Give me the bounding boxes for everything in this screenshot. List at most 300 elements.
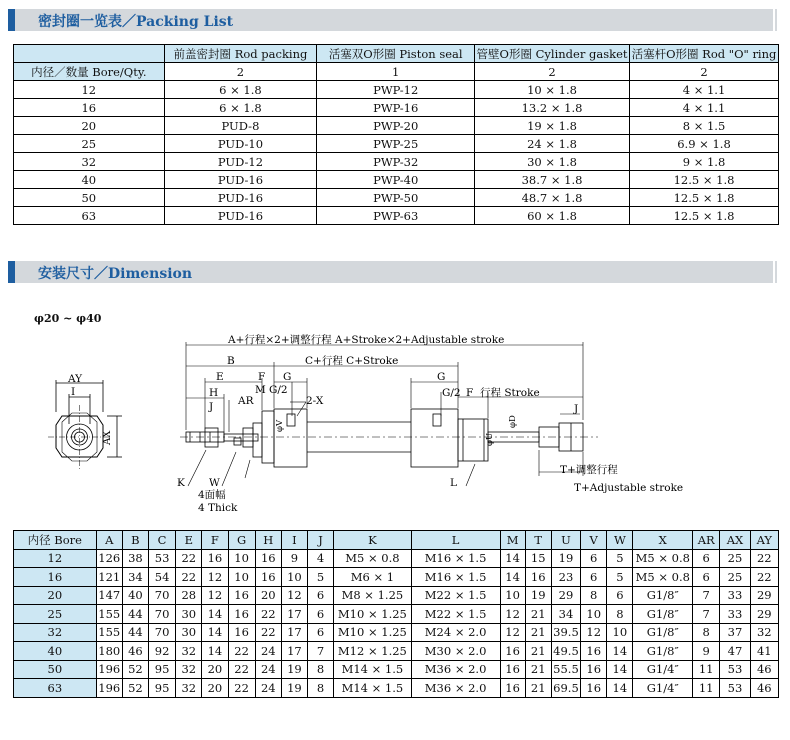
- label-i: I: [71, 386, 76, 398]
- table-cell: 21: [525, 605, 551, 624]
- label-w: W: [209, 477, 220, 489]
- table-cell: 10: [281, 568, 307, 587]
- label-e: E: [216, 371, 224, 383]
- table-cell: 30: [176, 605, 202, 624]
- table-cell: V: [581, 531, 607, 550]
- table-cell: 16: [14, 99, 165, 117]
- table-cell: AR: [693, 531, 720, 550]
- table-cell: 7: [693, 605, 720, 624]
- label-f-right: F: [466, 387, 474, 399]
- table-cell: 41: [750, 642, 778, 661]
- table-cell: 5: [607, 549, 633, 568]
- table-cell: 10: [581, 605, 607, 624]
- table-cell: G1/4″: [633, 660, 693, 679]
- table-cell: PWP-25: [317, 135, 475, 153]
- table-cell: 37: [720, 623, 750, 642]
- table-row: [14, 642, 779, 661]
- table-cell: 14: [202, 623, 228, 642]
- table-cell: 48.7 × 1.8: [475, 189, 630, 207]
- table-cell: 16: [255, 549, 281, 568]
- packing-title-en: ／Packing List: [122, 14, 234, 30]
- label-d: φD: [508, 415, 518, 428]
- label-g2: G/2: [269, 384, 288, 396]
- table-cell: 12: [281, 586, 307, 605]
- table-cell: M5 × 0.8: [633, 549, 693, 568]
- table-cell: G1/8″: [633, 586, 693, 605]
- table-cell: 12: [500, 623, 525, 642]
- dimension-table: [13, 530, 779, 698]
- table-row: [14, 99, 779, 117]
- table-cell: 16: [500, 642, 525, 661]
- table-cell: G: [228, 531, 255, 550]
- table-cell: 126: [96, 549, 122, 568]
- table-cell: PUD-12: [164, 153, 317, 171]
- table-cell: 11: [693, 679, 720, 698]
- table-cell: 16: [228, 586, 255, 605]
- table-cell: 7: [693, 586, 720, 605]
- table-cell: 12.5 × 1.8: [630, 207, 779, 225]
- table-cell: 10 × 1.8: [475, 81, 630, 99]
- table-cell: 8: [607, 605, 633, 624]
- table-cell: 29: [750, 586, 778, 605]
- table-cell: G1/4″: [633, 679, 693, 698]
- table-cell: 22: [176, 549, 202, 568]
- label-j: J: [209, 401, 214, 413]
- table-cell: PWP-32: [317, 153, 475, 171]
- label-ay: AY: [68, 373, 83, 385]
- table-cell: 50: [14, 660, 97, 679]
- label-g-right: G: [437, 371, 446, 383]
- table-row: [14, 207, 779, 225]
- dimension-title-en: ／Dimension: [94, 266, 193, 282]
- table-cell: 8: [308, 660, 334, 679]
- table-cell: 40: [14, 171, 165, 189]
- table-cell: 44: [122, 605, 148, 624]
- label-ar: AR: [238, 395, 254, 407]
- table-cell: M30 × 2.0: [411, 642, 500, 661]
- label-2x: 2-X: [306, 395, 324, 407]
- table-row: [14, 117, 779, 135]
- table-cell: 30: [176, 623, 202, 642]
- table-cell: 10: [228, 568, 255, 587]
- table-cell: M24 × 2.0: [411, 623, 500, 642]
- table-cell: L: [411, 531, 500, 550]
- table-row: [14, 568, 779, 587]
- table-cell: 6: [308, 605, 334, 624]
- table-cell: 14: [202, 642, 228, 661]
- table-cell: 22: [255, 605, 281, 624]
- table-cell: 24 × 1.8: [475, 135, 630, 153]
- table-cell: 32: [176, 660, 202, 679]
- table-cell: 25: [720, 549, 750, 568]
- label-thick-en: 4 Thick: [198, 502, 238, 514]
- table-cell: 32: [176, 679, 202, 698]
- label-m: M: [255, 384, 266, 396]
- table-cell: 5: [308, 568, 334, 587]
- table-cell: PWP-20: [317, 117, 475, 135]
- table-cell: PWP-40: [317, 171, 475, 189]
- label-h: H: [209, 387, 219, 399]
- table-cell: 46: [122, 642, 148, 661]
- table-cell: 22: [228, 642, 255, 661]
- side-view: [180, 409, 598, 467]
- table-cell: 8: [581, 586, 607, 605]
- table-cell: 147: [96, 586, 122, 605]
- table-cell: G1/8″: [633, 623, 693, 642]
- table-cell: 10: [500, 586, 525, 605]
- table-cell: 16: [581, 660, 607, 679]
- table-cell: 12: [202, 586, 228, 605]
- table-cell: 8: [308, 679, 334, 698]
- table-row: [14, 660, 779, 679]
- table-cell: 19: [525, 586, 551, 605]
- table-row: [14, 189, 779, 207]
- table-cell: 活塞杆O形圈 Rod "O" ring: [630, 45, 779, 63]
- table-cell: 12: [14, 549, 97, 568]
- table-cell: 4 × 1.1: [630, 81, 779, 99]
- label-u: φU: [485, 432, 495, 446]
- table-cell: 25: [14, 135, 165, 153]
- table-cell: 32: [14, 153, 165, 171]
- table-cell: M10 × 1.25: [334, 623, 411, 642]
- table-cell: 6: [308, 623, 334, 642]
- table-cell: 9 × 1.8: [630, 153, 779, 171]
- table-cell: 63: [14, 207, 165, 225]
- table-cell: PWP-63: [317, 207, 475, 225]
- table-cell: 活塞双O形圈 Piston seal: [317, 45, 475, 63]
- table-cell: 2: [475, 63, 630, 81]
- table-cell: 22: [228, 660, 255, 679]
- table-row: [14, 605, 779, 624]
- label-j-right: J: [574, 403, 579, 415]
- bore-range-label: φ20 ~ φ40: [34, 312, 102, 325]
- table-cell: 28: [176, 586, 202, 605]
- packing-qty-row: [14, 63, 779, 81]
- table-cell: 16: [202, 549, 228, 568]
- table-cell: 155: [96, 605, 122, 624]
- table-cell: 16: [500, 660, 525, 679]
- table-cell: M10 × 1.25: [334, 605, 411, 624]
- table-cell: 8 × 1.5: [630, 117, 779, 135]
- table-cell: I: [281, 531, 307, 550]
- dimension-section-title: [38, 263, 192, 283]
- table-cell: 16: [525, 568, 551, 587]
- table-cell: 34: [122, 568, 148, 587]
- table-cell: 30 × 1.8: [475, 153, 630, 171]
- table-cell: PUD-16: [164, 207, 317, 225]
- table-cell: 69.5: [551, 679, 580, 698]
- table-cell: 20: [202, 679, 228, 698]
- table-cell: 22: [176, 568, 202, 587]
- table-cell: 53: [720, 660, 750, 679]
- table-cell: 39.5: [551, 623, 580, 642]
- table-cell: 10: [228, 549, 255, 568]
- table-cell: 7: [308, 642, 334, 661]
- table-cell: A: [96, 531, 122, 550]
- table-cell: 6: [581, 549, 607, 568]
- table-cell: M5 × 0.8: [633, 568, 693, 587]
- table-cell: 14: [607, 642, 633, 661]
- table-cell: 16: [500, 679, 525, 698]
- section-deco: [773, 261, 775, 283]
- table-cell: 19: [281, 660, 307, 679]
- table-cell: PUD-10: [164, 135, 317, 153]
- section-deco: [777, 9, 783, 31]
- table-cell: H: [255, 531, 281, 550]
- table-cell: 60 × 1.8: [475, 207, 630, 225]
- table-cell: 38: [122, 549, 148, 568]
- table-cell: 22: [228, 679, 255, 698]
- table-cell: 9: [281, 549, 307, 568]
- table-cell: 196: [96, 660, 122, 679]
- table-cell: 16: [14, 568, 97, 587]
- table-cell: 前盖密封圈 Rod packing: [164, 45, 317, 63]
- table-cell: 70: [148, 586, 175, 605]
- table-cell: U: [551, 531, 580, 550]
- dimension-header-row: [14, 531, 779, 550]
- packing-header-row: [14, 45, 779, 63]
- table-cell: 63: [14, 679, 97, 698]
- table-cell: G1/8″: [633, 642, 693, 661]
- table-cell: 15: [525, 549, 551, 568]
- table-cell: 16: [228, 623, 255, 642]
- table-cell: 12: [500, 605, 525, 624]
- table-cell: 14: [500, 568, 525, 587]
- table-cell: 121: [96, 568, 122, 587]
- table-cell: M22 × 1.5: [411, 605, 500, 624]
- table-row: [14, 135, 779, 153]
- table-cell: 40: [14, 642, 97, 661]
- table-cell: X: [633, 531, 693, 550]
- table-cell: 52: [122, 660, 148, 679]
- label-k: K: [177, 477, 185, 489]
- table-cell: 25: [720, 568, 750, 587]
- table-cell: M14 × 1.5: [334, 679, 411, 698]
- table-cell: 23: [551, 568, 580, 587]
- label-v: φV: [275, 419, 285, 432]
- table-cell: AX: [720, 531, 750, 550]
- table-cell: 55.5: [551, 660, 580, 679]
- table-cell: 14: [607, 660, 633, 679]
- table-cell: M12 × 1.25: [334, 642, 411, 661]
- table-cell: 1: [317, 63, 475, 81]
- table-cell: C: [148, 531, 175, 550]
- label-b: B: [227, 355, 235, 367]
- table-cell: 12: [581, 623, 607, 642]
- table-cell: 24: [255, 679, 281, 698]
- table-cell: 40: [122, 586, 148, 605]
- table-cell: 70: [148, 623, 175, 642]
- label-thick-cn: 4面幅: [198, 489, 226, 501]
- label-g: G: [283, 371, 292, 383]
- table-cell: PWP-50: [317, 189, 475, 207]
- table-row: [14, 171, 779, 189]
- table-cell: 管壁O形圈 Cylinder gasket: [476, 46, 628, 61]
- table-cell: M8 × 1.25: [334, 586, 411, 605]
- table-row: [14, 586, 779, 605]
- table-cell: 6.9 × 1.8: [630, 135, 779, 153]
- table-cell: J: [308, 531, 334, 550]
- table-cell: 33: [720, 586, 750, 605]
- table-cell: 180: [96, 642, 122, 661]
- table-cell: 53: [148, 549, 175, 568]
- table-cell: M22 × 1.5: [411, 586, 500, 605]
- table-cell: 17: [281, 623, 307, 642]
- table-cell: 12.5 × 1.8: [630, 171, 779, 189]
- table-cell: 25: [14, 605, 97, 624]
- table-cell: 95: [148, 660, 175, 679]
- table-cell: 6: [693, 568, 720, 587]
- table-cell: 14: [202, 605, 228, 624]
- table-cell: 6: [607, 586, 633, 605]
- table-cell: 92: [148, 642, 175, 661]
- table-cell: 6 × 1.8: [164, 81, 317, 99]
- table-cell: G1/8″: [633, 605, 693, 624]
- table-cell: 6: [308, 586, 334, 605]
- table-cell: 6: [693, 549, 720, 568]
- table-cell: PWP-16: [317, 99, 475, 117]
- label-c: C+行程 C+Stroke: [305, 355, 399, 367]
- table-cell: 21: [525, 623, 551, 642]
- table-cell: B: [122, 531, 148, 550]
- table-cell: 10: [607, 623, 633, 642]
- table-cell: 24: [255, 642, 281, 661]
- table-cell: 16: [581, 642, 607, 661]
- table-cell: 4: [308, 549, 334, 568]
- table-cell: 46: [750, 660, 778, 679]
- table-cell: 50: [14, 189, 165, 207]
- section-deco: [777, 261, 783, 283]
- table-cell: 22: [255, 623, 281, 642]
- table-cell: T: [525, 531, 551, 550]
- table-cell: 70: [148, 605, 175, 624]
- table-cell: M6 × 1: [334, 568, 411, 587]
- table-cell: 95: [148, 679, 175, 698]
- packing-table: [13, 44, 779, 225]
- table-cell: 16: [255, 568, 281, 587]
- table-cell: M14 × 1.5: [334, 660, 411, 679]
- packing-section-header: [8, 9, 783, 31]
- table-cell: E: [176, 531, 202, 550]
- table-row: [14, 153, 779, 171]
- dimension-title-cn: 安装尺寸: [38, 266, 94, 282]
- table-cell: 20: [255, 586, 281, 605]
- table-cell: 16: [228, 605, 255, 624]
- table-cell: 19: [281, 679, 307, 698]
- end-view: [48, 380, 122, 470]
- table-cell: 19: [551, 549, 580, 568]
- table-cell: 21: [525, 660, 551, 679]
- section-deco: [773, 9, 775, 31]
- table-cell: 6 × 1.8: [164, 99, 317, 117]
- table-cell: 38.7 × 1.8: [475, 171, 630, 189]
- table-cell: 24: [255, 660, 281, 679]
- table-cell: M: [500, 531, 525, 550]
- table-row: [14, 549, 779, 568]
- table-cell: 内径 Bore: [14, 531, 97, 550]
- label-g2-right: G/2: [442, 387, 461, 399]
- table-cell: M5 × 0.8: [334, 549, 411, 568]
- table-cell: 49.5: [551, 642, 580, 661]
- table-cell: 5: [607, 568, 633, 587]
- dimension-section-header: [8, 261, 783, 283]
- table-cell: AY: [750, 531, 778, 550]
- table-cell: 47: [720, 642, 750, 661]
- table-cell: PWP-12: [317, 81, 475, 99]
- packing-title-cn: 密封圈一览表: [38, 14, 122, 30]
- label-t-cn: T+调整行程: [560, 464, 618, 476]
- label-ax: AX: [102, 430, 113, 445]
- table-row: [14, 623, 779, 642]
- table-cell: M36 × 2.0: [411, 679, 500, 698]
- table-cell: 17: [281, 605, 307, 624]
- table-cell: PUD-16: [164, 189, 317, 207]
- table-cell: 12.5 × 1.8: [630, 189, 779, 207]
- table-cell: 内径／数量 Bore/Qty.: [14, 63, 165, 81]
- table-cell: 53: [720, 679, 750, 698]
- table-cell: 11: [693, 660, 720, 679]
- table-cell: M16 × 1.5: [411, 549, 500, 568]
- table-cell: 12: [14, 81, 165, 99]
- table-cell: 54: [148, 568, 175, 587]
- table-cell: K: [334, 531, 411, 550]
- table-cell: 16: [581, 679, 607, 698]
- table-cell: [14, 45, 165, 63]
- table-cell: 12: [202, 568, 228, 587]
- table-cell: 21: [525, 679, 551, 698]
- label-t-en: T+Adjustable stroke: [574, 482, 684, 494]
- table-cell: 21: [525, 642, 551, 661]
- table-cell: W: [607, 531, 633, 550]
- table-cell: 22: [750, 549, 778, 568]
- table-cell: 4 × 1.1: [630, 99, 779, 117]
- table-cell: 46: [750, 679, 778, 698]
- table-cell: 20: [14, 586, 97, 605]
- label-stroke: 行程 Stroke: [480, 387, 540, 399]
- table-cell: 52: [122, 679, 148, 698]
- table-cell: 29: [551, 586, 580, 605]
- table-row: [14, 679, 779, 698]
- table-cell: 155: [96, 623, 122, 642]
- table-cell: 2: [164, 63, 317, 81]
- table-cell: PUD-8: [164, 117, 317, 135]
- table-cell: 13.2 × 1.8: [475, 99, 630, 117]
- table-cell: 196: [96, 679, 122, 698]
- label-l-right: L: [450, 477, 457, 489]
- packing-section-title: [38, 11, 233, 31]
- section-marker: [8, 261, 15, 283]
- table-cell: 32: [176, 642, 202, 661]
- table-cell: M36 × 2.0: [411, 660, 500, 679]
- cylinder-drawing: [0, 330, 790, 525]
- table-cell: 32: [14, 623, 97, 642]
- table-cell: 44: [122, 623, 148, 642]
- table-cell: 20: [14, 117, 165, 135]
- table-cell: 20: [202, 660, 228, 679]
- table-cell: 6: [581, 568, 607, 587]
- table-cell: F: [202, 531, 228, 550]
- table-cell: 2: [630, 63, 779, 81]
- table-cell: 17: [281, 642, 307, 661]
- section-marker: [8, 9, 15, 31]
- table-row: [14, 81, 779, 99]
- table-cell: 34: [551, 605, 580, 624]
- table-cell: 8: [693, 623, 720, 642]
- table-cell: 19 × 1.8: [475, 117, 630, 135]
- table-cell: 14: [500, 549, 525, 568]
- table-cell: 9: [693, 642, 720, 661]
- table-cell: 14: [607, 679, 633, 698]
